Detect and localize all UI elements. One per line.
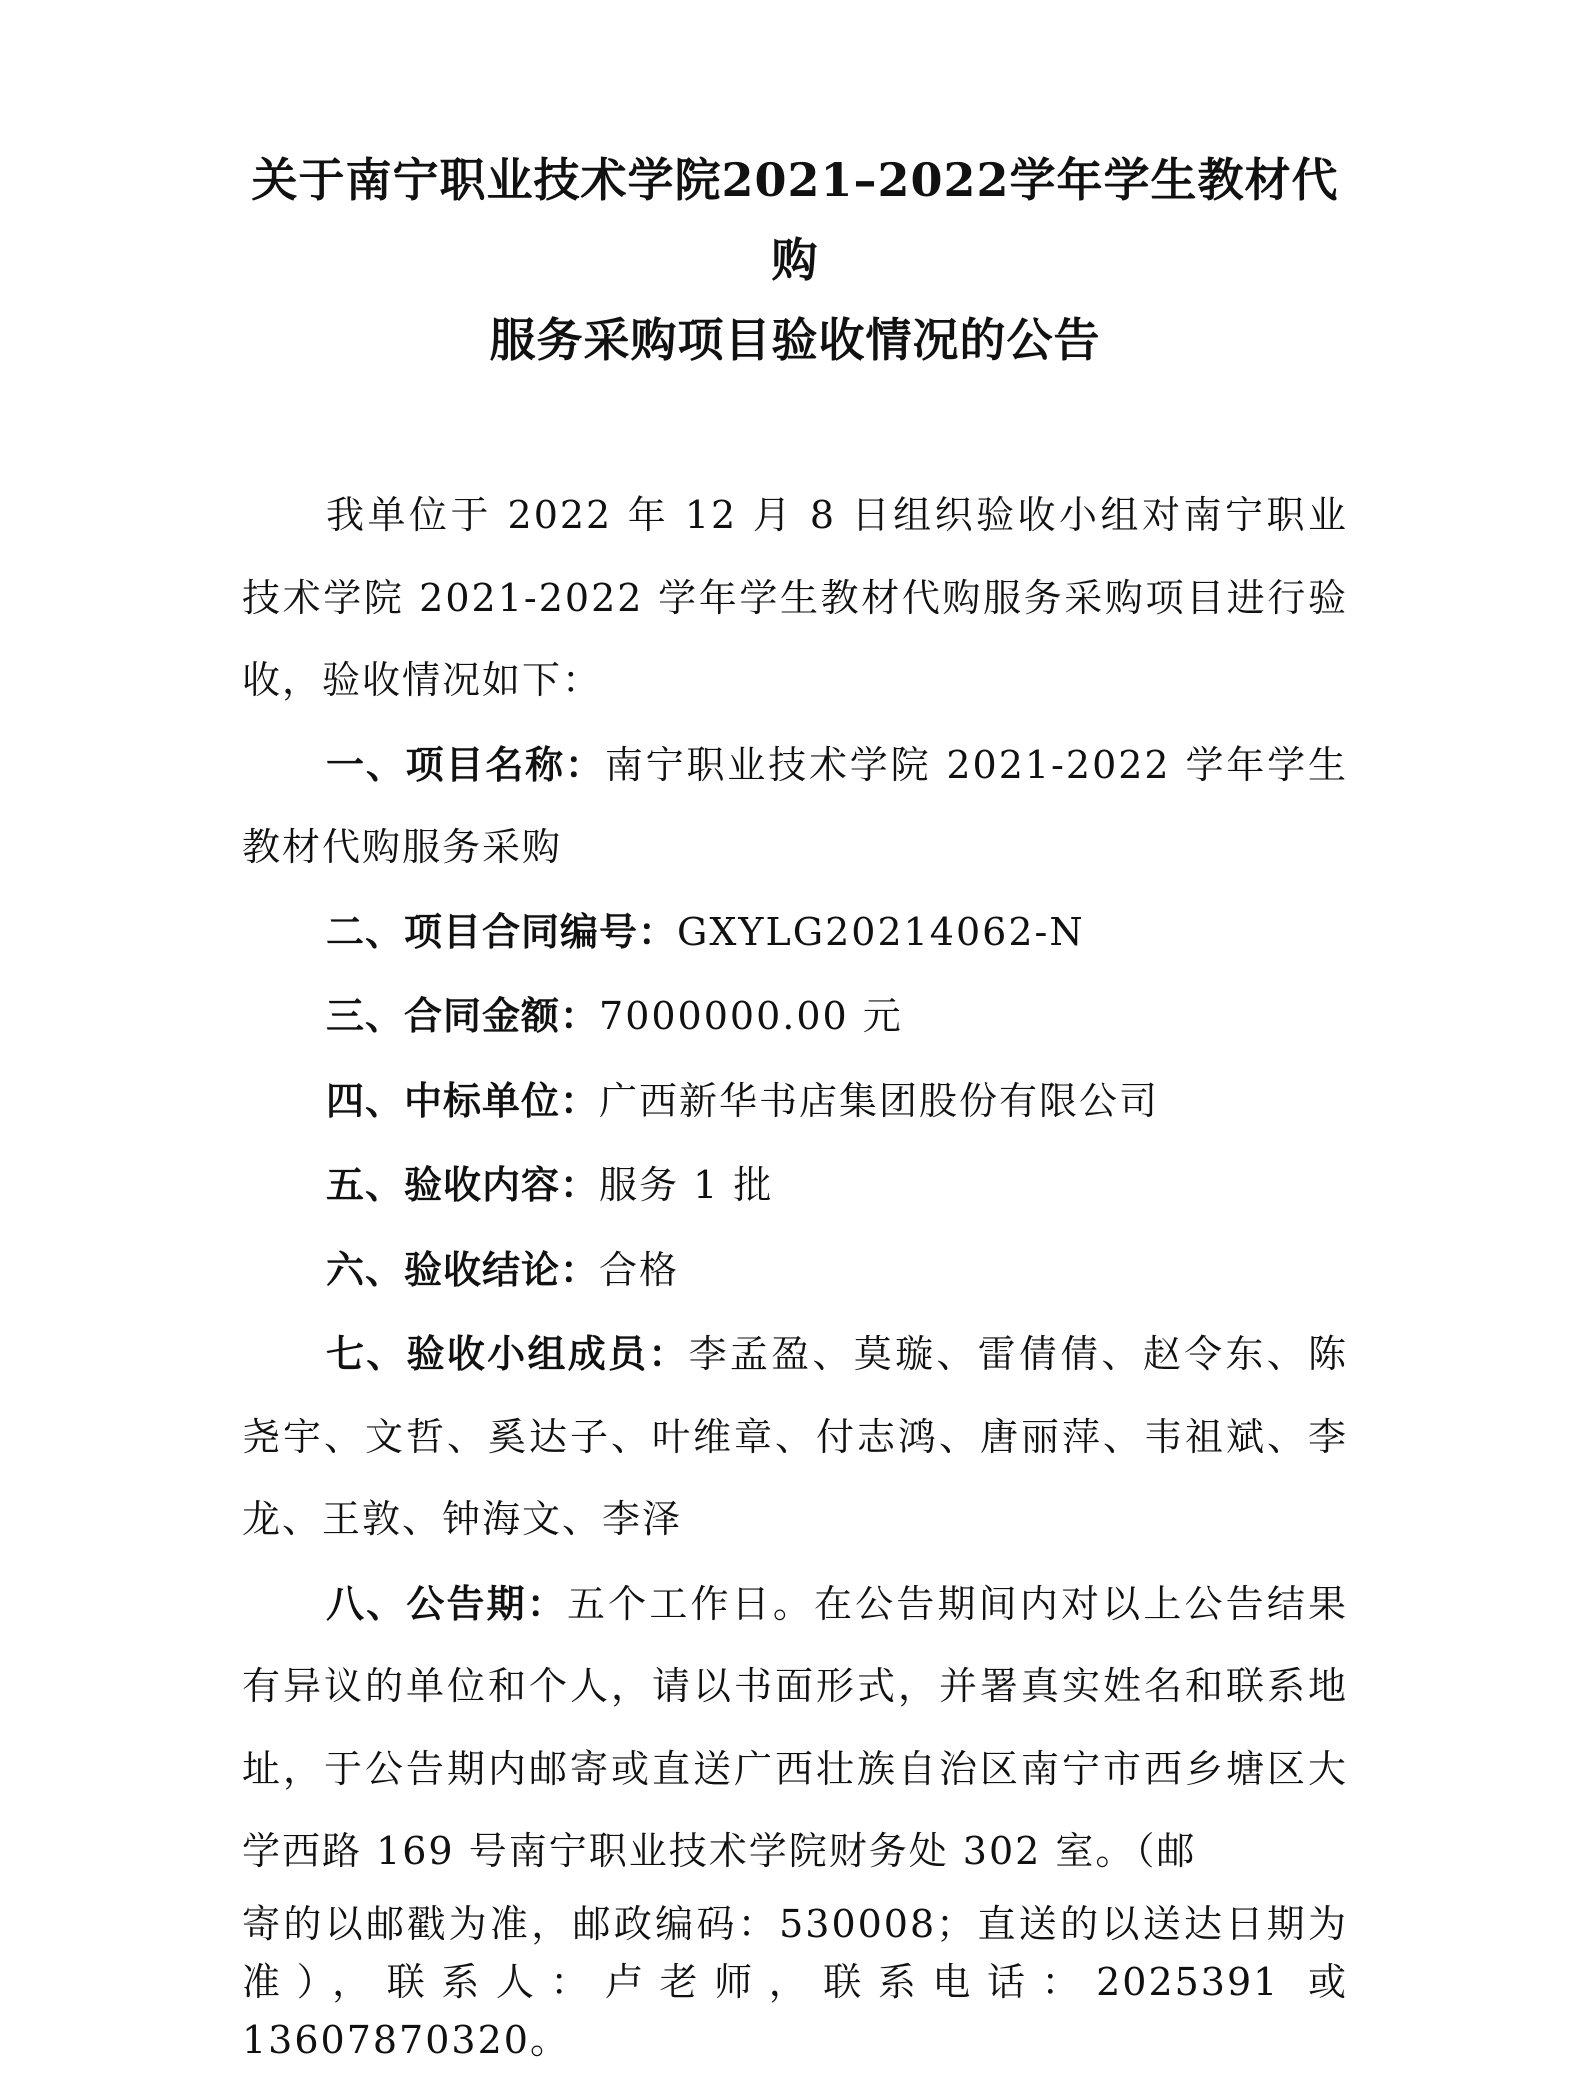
item-label: 一、项目名称： bbox=[326, 742, 605, 787]
notice-text: 五个工作日。在公告期间内对以上公告结果有异议的单位和个人，请以书面形式，并署真实姓名和联系地址，于公告期内邮寄或直送广西壮族自治区南宁市西乡塘区大学西路 169 号南宁职业技术学院财务处 302 室。（邮 bbox=[242, 1581, 1348, 1873]
document-page bbox=[242, 140, 1348, 2071]
document-title bbox=[242, 140, 1348, 380]
item-value: 李孟盈、莫璇、雷倩倩、赵令东、陈尧宇、文哲、奚达子、叶维章、付志鸿、唐丽萍、韦祖斌、李龙、王敦、钟海文、李泽 bbox=[242, 1332, 1348, 1541]
item-value: 南宁职业技术学院 2021-2022 学年学生教材代购服务采购 bbox=[242, 742, 1348, 869]
item-label: 七、验收小组成员： bbox=[326, 1332, 689, 1376]
item-team-members bbox=[242, 1313, 1348, 1561]
intro-paragraph: 我单位于 2022 年 12 月 8 日组织验收小组对南宁职业技术学院 2021-2022 学年学生教材代购服务采购项目进行验收，验收情况如下： bbox=[242, 493, 1348, 702]
item-label: 六、验收结论： bbox=[326, 1247, 600, 1292]
notice-label: 八、公告期： bbox=[326, 1581, 567, 1626]
item-value: 合格 bbox=[599, 1247, 680, 1292]
item-project-name bbox=[242, 724, 1348, 889]
notice-contact-paragraph: 寄的以邮戳为准，邮政编码：530008；直送的以送达日期为准），联系人：卢老师，联系电话：2025391 或 13607870320。 bbox=[242, 1901, 1348, 2062]
item-label: 四、中标单位： bbox=[326, 1078, 600, 1123]
item-label: 三、合同金额： bbox=[326, 994, 600, 1038]
item-contract-amount bbox=[242, 975, 1348, 1058]
item-label: 五、验收内容： bbox=[326, 1163, 600, 1207]
item-winning-bidder bbox=[242, 1060, 1348, 1143]
item-acceptance-conclusion bbox=[242, 1229, 1348, 1312]
notice-period-paragraph bbox=[242, 1563, 1348, 1893]
item-value: GXYLG20214062-N bbox=[677, 909, 1085, 954]
title-line-1: 关于南宁职业技术学院2021–2022学年学生教材代购 bbox=[251, 153, 1339, 287]
item-label: 二、项目合同编号： bbox=[326, 909, 678, 954]
item-value: 广西新华书店集团股份有限公司 bbox=[599, 1078, 1160, 1123]
item-acceptance-content bbox=[242, 1144, 1348, 1227]
item-value: 服务 1 批 bbox=[599, 1163, 774, 1207]
item-contract-number bbox=[242, 891, 1348, 974]
item-value: 7000000.00 元 bbox=[599, 994, 903, 1038]
document-body bbox=[242, 474, 1348, 2069]
title-line-2: 服务采购项目验收情况的公告 bbox=[489, 313, 1101, 367]
